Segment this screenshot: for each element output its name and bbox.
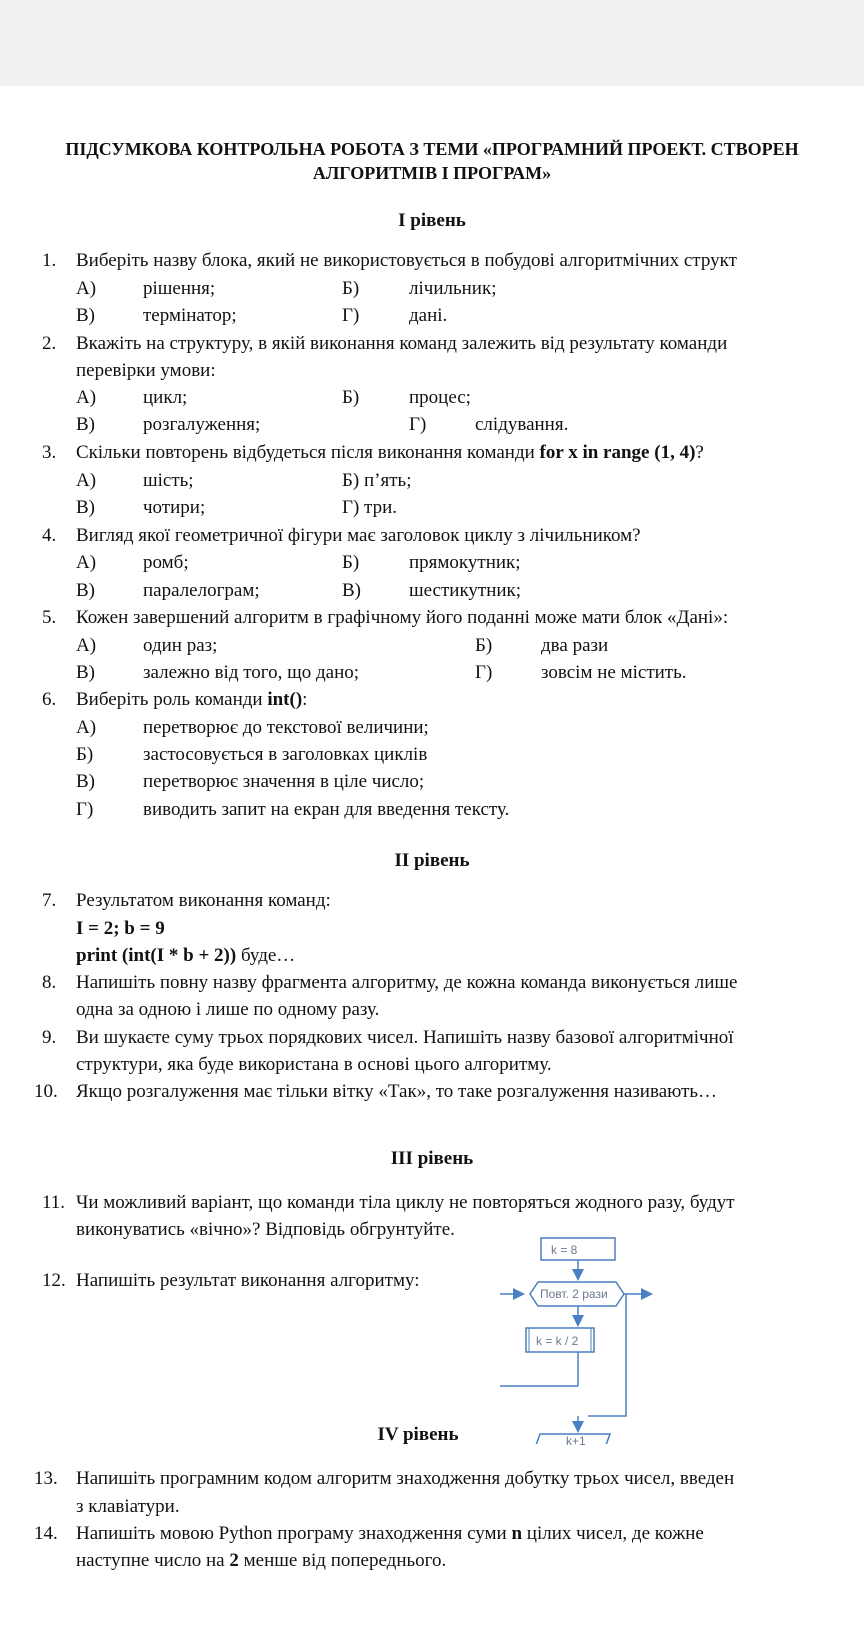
q11-text-1: Чи можливий варіант, що команди тіла циклу не повторяться жодного разу, будут <box>76 1192 735 1213</box>
q5-a-label: А) <box>76 635 97 656</box>
q1-d-label: Г) <box>342 305 360 326</box>
q1-b: лічильник; <box>409 278 497 299</box>
q4-a: ромб; <box>143 552 189 573</box>
q9-text-1: Ви шукаєте суму трьох порядкових чисел. Напишіть назву базової алгоритмічної <box>76 1027 734 1048</box>
q1-b-label: Б) <box>342 278 360 299</box>
q12-number: 12. <box>42 1270 66 1291</box>
q7-code-2-post: буде… <box>236 945 296 966</box>
q11-text-2: виконуватись «вічно»? Відповідь обгрунтуйте. <box>76 1219 455 1240</box>
level-3-heading: ІІІ рівень <box>390 1148 474 1169</box>
q5-b: два рази <box>541 635 609 656</box>
q3-a-label: А) <box>76 470 97 491</box>
q5-d: зовсім не містить. <box>541 662 687 683</box>
q2-a-label: А) <box>76 387 97 408</box>
q14-text-1-pre: Напишіть мовою Python програму знаходження суми <box>76 1523 512 1544</box>
q11-number: 11. <box>42 1192 66 1213</box>
q4-d: шестикутник; <box>409 580 522 601</box>
q3-a: шість; <box>143 470 194 491</box>
level-1-heading: І рівень <box>398 210 466 231</box>
q14-text-1 <box>76 1523 704 1545</box>
q1-c-label: В) <box>76 305 95 326</box>
q14-text-2-post: менше від попереднього. <box>238 1550 447 1571</box>
q2-d: слідування. <box>475 414 569 435</box>
q6-a: перетворює до текстової величини; <box>143 717 429 738</box>
q6-number: 6. <box>42 689 57 710</box>
q6-text <box>76 689 307 711</box>
q6-d: виводить запит на екран для введення тексту. <box>143 799 510 820</box>
q7-code-1: I = 2; b = 9 <box>76 918 165 939</box>
q5-c: залежно від того, що дано; <box>143 662 360 683</box>
q7-code-2 <box>76 945 295 967</box>
q3-c-label: В) <box>76 497 95 518</box>
q4-a-label: А) <box>76 552 97 573</box>
title-line-1: ПІДСУМКОВА КОНТРОЛЬНА РОБОТА З ТЕМИ «ПРОГРАМНИЙ ПРОЕКТ. СТВОРЕН <box>65 139 799 159</box>
q6-text-post: : <box>302 689 308 710</box>
q13-text-2: з клавіатури. <box>76 1496 180 1517</box>
q4-d-label: В) <box>342 580 361 601</box>
q5-d-label: Г) <box>475 662 493 683</box>
q6-b-label: Б) <box>76 744 94 765</box>
q3-number: 3. <box>42 442 57 463</box>
q3-text-post: ? <box>695 442 704 463</box>
q10-number: 10. <box>34 1081 58 1102</box>
level-4-heading: IV рівень <box>377 1424 459 1445</box>
q2-c-label: В) <box>76 414 95 435</box>
q2-c: розгалуження; <box>143 414 261 435</box>
q1-c: термінатор; <box>143 305 237 326</box>
q2-number: 2. <box>42 333 57 354</box>
q1-a-label: А) <box>76 278 97 299</box>
q1-number: 1. <box>42 250 57 271</box>
q6-text-pre: Виберіть роль команди <box>76 689 268 710</box>
top-gray-bar <box>0 0 864 86</box>
q6-text-code: int() <box>267 689 303 710</box>
q14-text-1-var: n <box>511 1523 523 1544</box>
q6-d-label: Г) <box>76 799 94 820</box>
q14-text-2-pre: наступне число на <box>76 1550 230 1571</box>
q1-text: Виберіть назву блока, який не використовується в побудові алгоритмічних структ <box>76 250 737 271</box>
q6-b: застосовується в заголовках циклів <box>143 744 428 765</box>
flowchart-block-k-8-label: k = 8 <box>551 1243 578 1257</box>
q2-text-1: Вкажіть на структуру, в якій виконання команд залежить від результату команди <box>76 333 728 354</box>
q10-text: Якщо розгалуження має тільки вітку «Так», то таке розгалуження називають… <box>76 1081 718 1102</box>
q1-d: дані. <box>409 305 448 326</box>
q7-number: 7. <box>42 890 57 911</box>
q4-c-label: В) <box>76 580 95 601</box>
q6-c: перетворює значення в ціле число; <box>143 771 425 792</box>
q4-number: 4. <box>42 525 57 546</box>
q14-text-2 <box>76 1550 446 1572</box>
q8-text-1: Напишіть повну назву фрагмента алгоритму, де кожна команда виконується лише <box>76 972 738 993</box>
flowchart-diagram <box>500 1234 864 1444</box>
q2-b: процес; <box>409 387 471 408</box>
q6-c-label: В) <box>76 771 95 792</box>
title-line-2: АЛГОРИТМІВ І ПРОГРАМ» <box>312 163 552 183</box>
flowchart-block-k-div-label: k = k / 2 <box>536 1334 579 1348</box>
q14-text-1-post: цілих чисел, де кожне <box>522 1523 704 1544</box>
q2-a: цикл; <box>143 387 188 408</box>
q5-b-label: Б) <box>475 635 493 656</box>
q13-text-1: Напишіть програмним кодом алгоритм знаходження добутку трьох чисел, введен <box>76 1468 735 1489</box>
q1-a: рішення; <box>143 278 216 299</box>
q3-d: Г) три. <box>342 497 398 518</box>
q5-number: 5. <box>42 607 57 628</box>
q6-a-label: А) <box>76 717 97 738</box>
q13-number: 13. <box>34 1468 58 1489</box>
q8-text-2: одна за одною і лише по одному разу. <box>76 999 380 1020</box>
q9-text-2: структури, яка буде використана в основі цього алгоритму. <box>76 1054 552 1075</box>
q5-text: Кожен завершений алгоритм в графічному його поданні може мати блок «Дані»: <box>76 607 729 628</box>
flowchart-exit-line <box>588 1294 626 1416</box>
level-2-heading: ІІ рівень <box>394 850 470 871</box>
q12-text: Напишіть результат виконання алгоритму: <box>76 1270 420 1291</box>
q7-text: Результатом виконання команд: <box>76 890 331 911</box>
q3-text <box>76 442 704 464</box>
q3-c: чотири; <box>143 497 206 518</box>
q4-b-label: Б) <box>342 552 360 573</box>
q5-c-label: В) <box>76 662 95 683</box>
q2-text-2: перевірки умови: <box>76 360 216 381</box>
q5-a: один раз; <box>143 635 218 656</box>
flowchart-block-output-label: k+1 <box>566 1434 586 1448</box>
q2-d-label: Г) <box>409 414 427 435</box>
q3-b: Б) п’ять; <box>342 470 412 491</box>
q14-text-2-num: 2 <box>229 1550 239 1571</box>
q2-b-label: Б) <box>342 387 360 408</box>
q8-number: 8. <box>42 972 57 993</box>
q3-text-pre: Скільки повторень відбудеться після виконання команди <box>76 442 540 463</box>
q7-code-2-expr: print (int(I * b + 2)) <box>76 945 237 966</box>
q4-c: паралелограм; <box>143 580 260 601</box>
flowchart-block-loop-label: Повт. 2 рази <box>540 1287 608 1301</box>
q3-text-code: for x in range (1, 4) <box>539 442 696 463</box>
q14-number: 14. <box>34 1523 58 1544</box>
q4-b: прямокутник; <box>409 552 521 573</box>
q9-number: 9. <box>42 1027 57 1048</box>
q4-text: Вигляд якої геометричної фігури має заголовок циклу з лічильником? <box>76 525 641 546</box>
